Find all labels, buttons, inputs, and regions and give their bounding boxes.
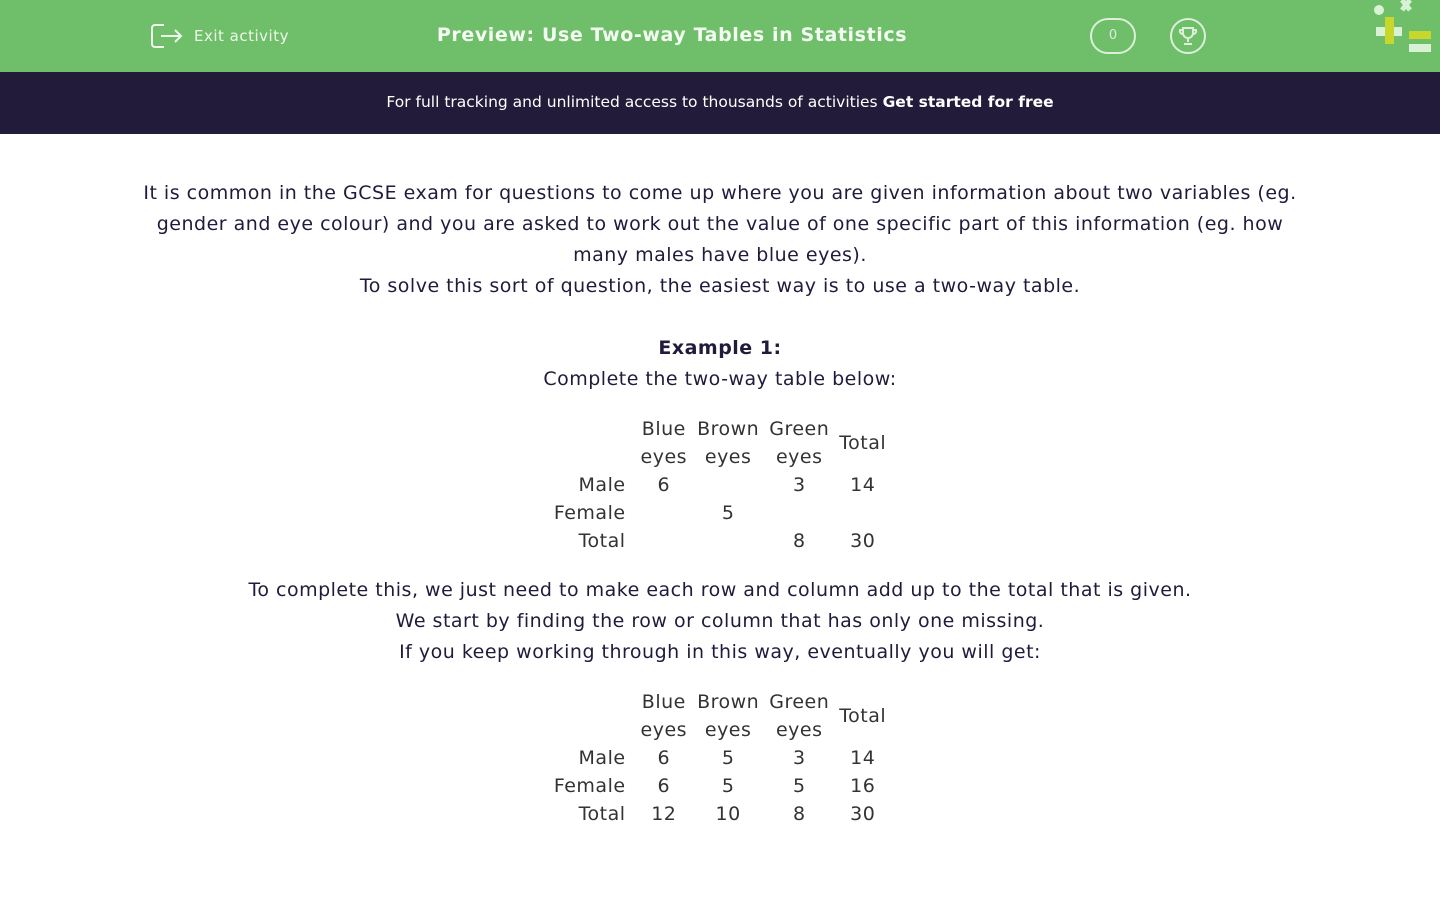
table-cell: 14 — [850, 474, 876, 496]
header-word: Green — [769, 418, 830, 440]
column-header — [692, 688, 764, 744]
table-cell — [834, 499, 891, 527]
header-word: eyes — [704, 719, 752, 741]
table-cell — [636, 527, 693, 555]
table-cell: 5 — [792, 775, 806, 797]
table-cell: 30 — [850, 530, 876, 552]
get-started-link[interactable]: Get started for free — [882, 93, 1054, 111]
table-cell: 5 — [721, 747, 735, 769]
table-header-row — [549, 688, 891, 744]
top-bar — [0, 0, 1440, 72]
row-label: Total — [578, 530, 626, 552]
table-cell: 8 — [792, 530, 806, 552]
header-word: eyes — [640, 719, 688, 741]
row-label: Male — [578, 747, 626, 769]
explanation-line: We start by finding the row or column that has only one missing. — [395, 610, 1045, 632]
table-cell: 6 — [657, 747, 671, 769]
table-cell: 6 — [657, 474, 671, 496]
header-word: Brown — [697, 418, 760, 440]
column-header: Total — [839, 432, 887, 454]
page-title: Preview: Use Two-way Tables in Statistics — [436, 24, 908, 46]
header-word: eyes — [640, 446, 688, 468]
score-badge: 0 — [1090, 18, 1136, 54]
table-cell — [692, 471, 764, 499]
table-row — [549, 471, 891, 499]
two-way-table-complete — [549, 688, 891, 828]
row-label: Total — [578, 803, 626, 825]
table-row — [549, 527, 891, 555]
table-cell: 10 — [715, 803, 741, 825]
table-cell — [692, 527, 764, 555]
column-header: Total — [839, 705, 887, 727]
table-cell — [636, 499, 693, 527]
promo-banner — [0, 72, 1440, 134]
table-cell: 3 — [792, 747, 806, 769]
table-cell: 6 — [657, 775, 671, 797]
table-cell: 16 — [850, 775, 876, 797]
intro-paragraph: It is common in the GCSE exam for questions to come up where you are given information about two variables (eg. gender and eye colour) and you are asked to work out the value of one specific part of this information (eg. how many males have blue eyes). — [143, 182, 1297, 266]
header-word: Blue — [641, 691, 686, 713]
table-cell: 12 — [651, 803, 677, 825]
header-word: eyes — [775, 446, 823, 468]
table-cell — [764, 499, 834, 527]
row-label: Male — [578, 474, 626, 496]
logo-icon — [1368, 0, 1440, 56]
table-header-row — [549, 415, 891, 471]
table-row — [549, 772, 891, 800]
column-header — [636, 415, 693, 471]
table-cell: 14 — [850, 747, 876, 769]
two-way-table-incomplete — [549, 415, 891, 555]
intro-paragraph: To solve this sort of question, the easiest way is to use a two-way table. — [359, 275, 1081, 297]
trophy-button[interactable] — [1170, 18, 1206, 54]
row-label: Female — [553, 502, 626, 524]
table-row — [549, 800, 891, 828]
explanation-line: If you keep working through in this way, eventually you will get: — [399, 641, 1041, 663]
header-word: eyes — [704, 446, 752, 468]
table-cell: 8 — [792, 803, 806, 825]
header-word: Brown — [697, 691, 760, 713]
table-cell: 5 — [721, 775, 735, 797]
header-word: Blue — [641, 418, 686, 440]
header-word: Green — [769, 691, 830, 713]
banner-text: For full tracking and unlimited access to thousands of activities — [386, 93, 883, 111]
table-row — [549, 744, 891, 772]
column-header — [764, 415, 834, 471]
column-header — [636, 688, 693, 744]
explanation-line: To complete this, we just need to make each row and column add up to the total that is given. — [248, 579, 1192, 601]
table-cell: 3 — [792, 474, 806, 496]
lesson-content — [140, 178, 1300, 828]
table-row — [549, 499, 891, 527]
row-label: Female — [553, 775, 626, 797]
example-prompt: Complete the two-way table below: — [543, 368, 897, 390]
exit-label: Exit activity — [194, 27, 289, 45]
trophy-icon — [1178, 26, 1198, 46]
column-header — [692, 415, 764, 471]
table-cell: 5 — [721, 502, 735, 524]
table-cell: 30 — [850, 803, 876, 825]
header-word: eyes — [775, 719, 823, 741]
example-heading: Example 1: — [658, 337, 782, 359]
column-header — [764, 688, 834, 744]
